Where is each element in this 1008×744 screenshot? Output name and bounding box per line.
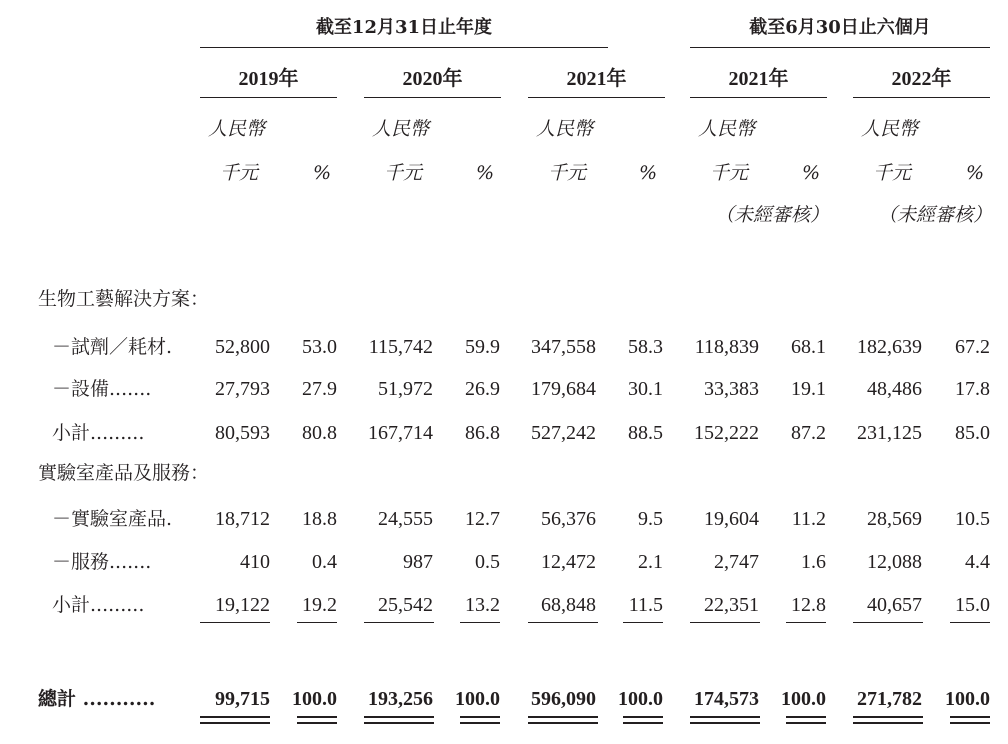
column-unit: 千元 [384, 162, 423, 184]
column-currency: 人民幣 [861, 118, 919, 140]
table-cell-amount: 347,558 [531, 336, 596, 358]
table-cell-percent: 27.9 [302, 378, 337, 400]
column-unit: 千元 [548, 162, 587, 184]
table-cell-amount: 27,793 [215, 378, 270, 400]
table-cell-amount: 179,684 [531, 378, 596, 400]
table-cell-amount: 182,639 [857, 336, 922, 358]
table-cell-percent: 4.4 [965, 551, 990, 573]
table-cell-percent: 13.2 [465, 594, 500, 616]
table-cell-amount: 152,222 [694, 422, 759, 444]
row-label: －設備....... [52, 378, 152, 400]
table-cell-amount: 987 [403, 551, 433, 573]
column-unit: 千元 [220, 162, 259, 184]
table-cell-amount: 28,569 [867, 508, 922, 530]
table-cell-percent: 15.0 [955, 594, 990, 616]
table-cell-percent: 59.9 [465, 336, 500, 358]
table-cell-amount: 2,747 [714, 551, 759, 573]
column-year: 2022年 [891, 68, 952, 90]
total-double-rule [853, 716, 923, 724]
column-percent: % [312, 162, 331, 184]
total-double-rule [364, 716, 434, 724]
subtotal-rule [950, 622, 990, 623]
table-cell-percent: 17.8 [955, 378, 990, 400]
column-currency: 人民幣 [372, 118, 430, 140]
column-year-rule [690, 97, 827, 98]
column-year-rule [528, 97, 665, 98]
subtotal-rule [460, 622, 500, 623]
table-cell-amount: 56,376 [541, 508, 596, 530]
total-double-rule [460, 716, 500, 724]
table-cell-amount: 68,848 [541, 594, 596, 616]
table-cell-percent: 85.0 [955, 422, 990, 444]
total-double-rule [786, 716, 826, 724]
row-label: －試劑／耗材. [52, 336, 173, 358]
table-cell-percent: 100.0 [618, 688, 663, 710]
table-cell-percent: 1.6 [801, 551, 826, 573]
table-cell-amount: 12,472 [541, 551, 596, 573]
column-percent: % [965, 162, 984, 184]
table-cell-percent: 86.8 [465, 422, 500, 444]
table-cell-percent: 2.1 [638, 551, 663, 573]
table-cell-amount: 167,714 [368, 422, 433, 444]
table-cell-percent: 88.5 [628, 422, 663, 444]
table-cell-amount: 115,742 [368, 336, 433, 358]
table-cell-percent: 100.0 [945, 688, 990, 710]
table-cell-amount: 118,839 [694, 336, 759, 358]
total-double-rule [297, 716, 337, 724]
row-label: 實驗室產品及服務： [38, 462, 210, 484]
table-cell-amount: 410 [240, 551, 270, 573]
table-cell-percent: 18.8 [302, 508, 337, 530]
total-double-rule [528, 716, 598, 724]
table-cell-percent: 87.2 [791, 422, 826, 444]
table-cell-amount: 51,972 [378, 378, 433, 400]
column-unaudited-note: （未經審核） [715, 204, 830, 226]
table-cell-amount: 33,383 [704, 378, 759, 400]
table-cell-percent: 68.1 [791, 336, 826, 358]
table-cell-amount: 40,657 [867, 594, 922, 616]
column-year: 2021年 [728, 68, 789, 90]
header-group-annual-rule [200, 47, 608, 48]
table-cell-amount: 18,712 [215, 508, 270, 530]
subtotal-rule [364, 622, 434, 623]
table-cell-amount: 24,555 [378, 508, 433, 530]
column-currency: 人民幣 [536, 118, 594, 140]
row-label: 小計......... [52, 594, 145, 616]
total-double-rule [623, 716, 663, 724]
table-cell-percent: 100.0 [455, 688, 500, 710]
subtotal-rule [297, 622, 337, 623]
subtotal-rule [200, 622, 270, 623]
header-group-interim: 截至6月30日止六個月 [749, 17, 931, 38]
table-cell-amount: 52,800 [215, 336, 270, 358]
table-cell-amount: 527,242 [531, 422, 596, 444]
table-cell-amount: 48,486 [867, 378, 922, 400]
table-cell-percent: 9.5 [638, 508, 663, 530]
column-currency: 人民幣 [698, 118, 756, 140]
row-label: 總計 ........... [38, 688, 156, 710]
column-year: 2020年 [402, 68, 463, 90]
table-cell-amount: 12,088 [867, 551, 922, 573]
column-percent: % [801, 162, 820, 184]
row-label: 小計......... [52, 422, 145, 444]
column-currency: 人民幣 [208, 118, 266, 140]
table-cell-percent: 11.2 [791, 508, 826, 530]
table-cell-percent: 30.1 [628, 378, 663, 400]
table-cell-amount: 25,542 [378, 594, 433, 616]
table-cell-percent: 11.5 [628, 594, 663, 616]
header-group-annual: 截至12月31日止年度 [315, 17, 493, 38]
column-year: 2021年 [566, 68, 627, 90]
table-cell-percent: 19.2 [302, 594, 337, 616]
table-cell-percent: 58.3 [628, 336, 663, 358]
table-cell-amount: 19,122 [215, 594, 270, 616]
table-cell-amount: 80,593 [215, 422, 270, 444]
header-group-interim-rule [690, 47, 990, 48]
subtotal-rule [528, 622, 598, 623]
column-percent: % [475, 162, 494, 184]
table-cell-percent: 19.1 [791, 378, 826, 400]
subtotal-rule [786, 622, 826, 623]
row-label: 生物工藝解決方案： [38, 288, 210, 310]
table-cell-percent: 100.0 [292, 688, 337, 710]
column-unit: 千元 [873, 162, 912, 184]
total-double-rule [200, 716, 270, 724]
table-cell-percent: 100.0 [781, 688, 826, 710]
subtotal-rule [853, 622, 923, 623]
total-double-rule [950, 716, 990, 724]
table-cell-percent: 53.0 [302, 336, 337, 358]
table-cell-amount: 596,090 [531, 688, 596, 710]
row-label: －實驗室產品. [52, 508, 173, 530]
column-unit: 千元 [710, 162, 749, 184]
column-year-rule [364, 97, 501, 98]
table-cell-amount: 174,573 [694, 688, 759, 710]
column-year-rule [200, 97, 337, 98]
column-year: 2019年 [238, 68, 299, 90]
table-cell-percent: 0.5 [475, 551, 500, 573]
table-cell-amount: 19,604 [704, 508, 759, 530]
table-cell-amount: 22,351 [704, 594, 759, 616]
subtotal-rule [623, 622, 663, 623]
column-percent: % [638, 162, 657, 184]
table-cell-amount: 271,782 [857, 688, 922, 710]
table-cell-amount: 193,256 [368, 688, 433, 710]
table-cell-percent: 10.5 [955, 508, 990, 530]
column-year-rule [853, 97, 990, 98]
row-label: －服務....... [52, 551, 152, 573]
table-cell-amount: 231,125 [857, 422, 922, 444]
table-cell-percent: 80.8 [302, 422, 337, 444]
table-cell-percent: 0.4 [312, 551, 337, 573]
table-cell-percent: 12.7 [465, 508, 500, 530]
table-cell-percent: 26.9 [465, 378, 500, 400]
table-cell-percent: 67.2 [955, 336, 990, 358]
total-double-rule [690, 716, 760, 724]
subtotal-rule [690, 622, 760, 623]
column-unaudited-note: （未經審核） [878, 204, 993, 226]
table-cell-percent: 12.8 [791, 594, 826, 616]
table-cell-amount: 99,715 [215, 688, 270, 710]
